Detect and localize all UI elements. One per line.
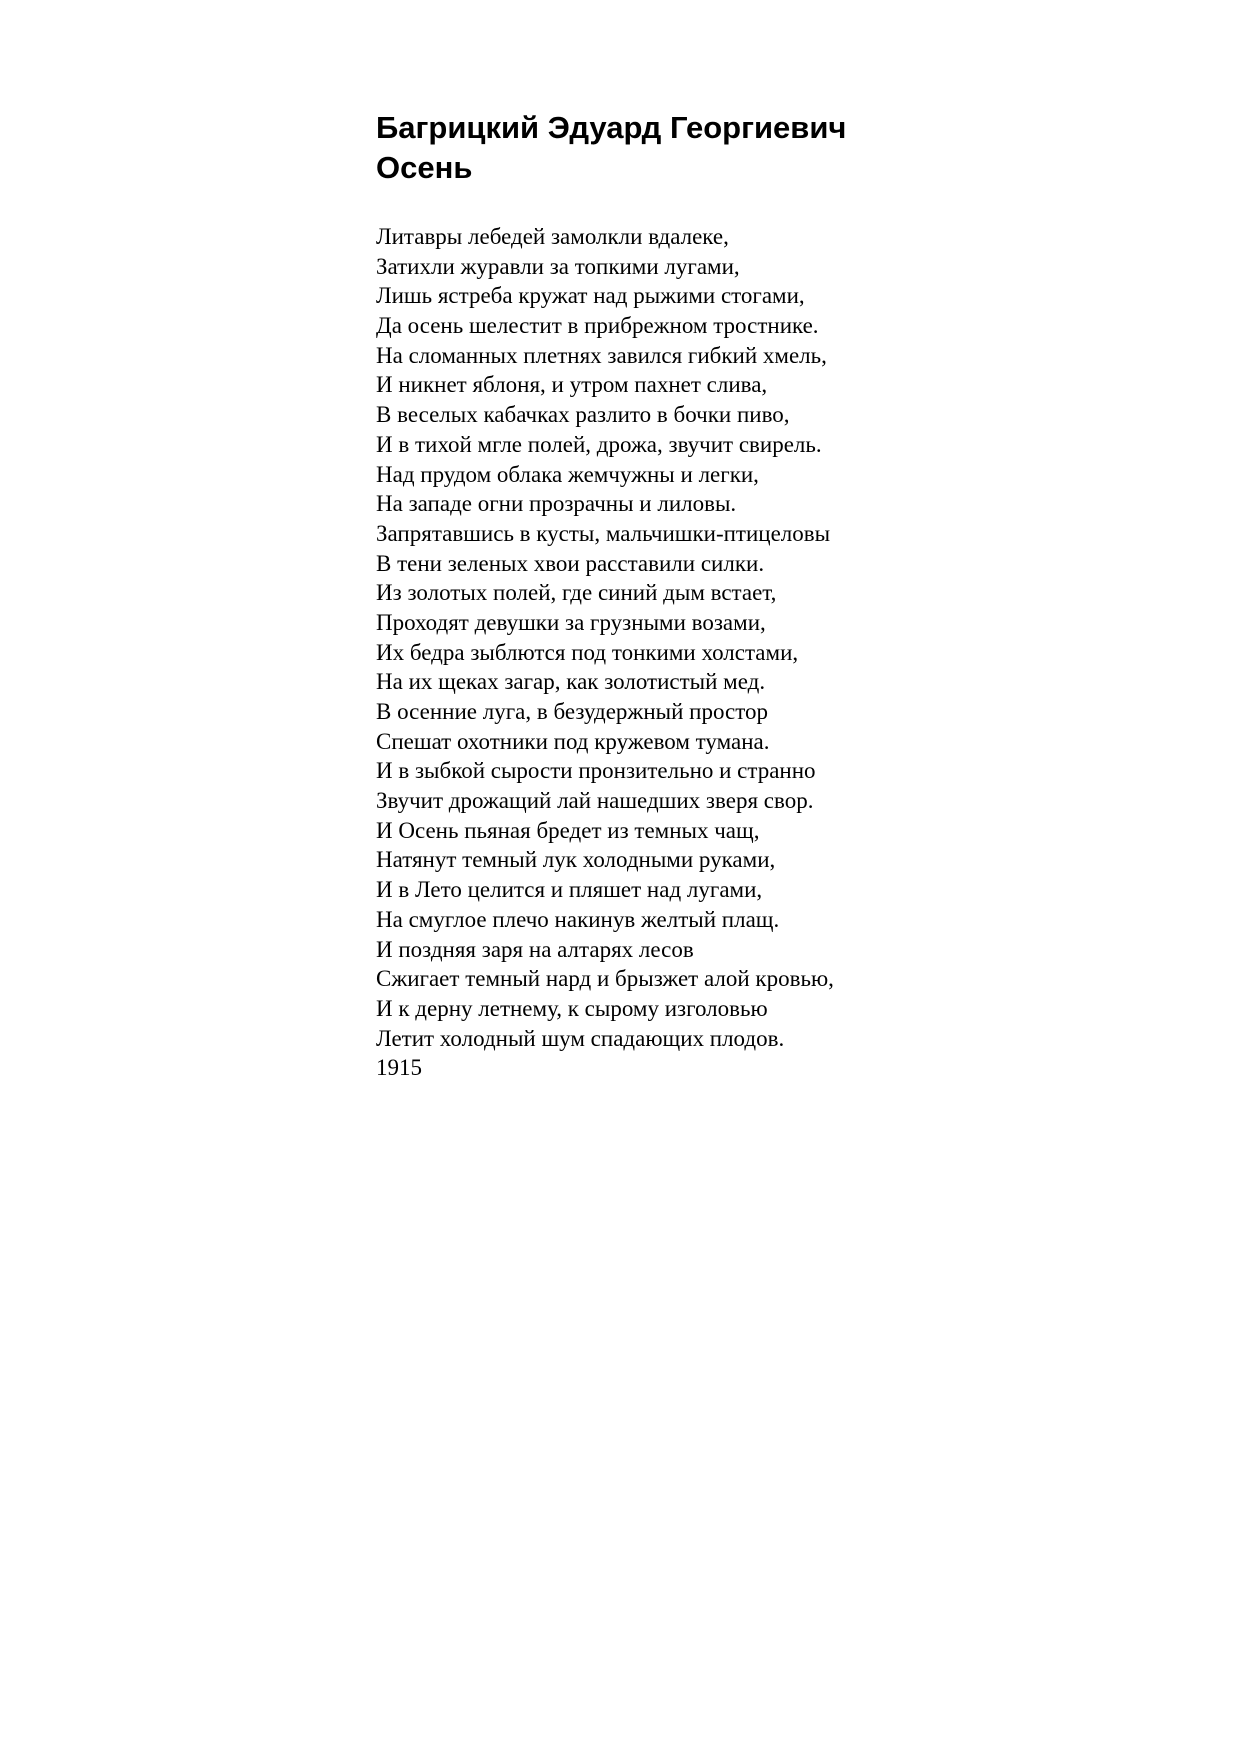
poem-line: В веселых кабачках разлито в бочки пиво, (376, 402, 790, 428)
poem-body (376, 222, 1196, 1083)
poem-line: Над прудом облака жемчужны и легки, (376, 461, 759, 487)
poem-line: На смуглое плечо накинув желтый плащ. (376, 906, 780, 932)
poem-line: Звучит дрожащий лай нашедших зверя свор. (376, 788, 814, 814)
poem-line: И в зыбкой сырости пронзительно и странно (376, 758, 816, 784)
poem-line: И к дерну летнему, к сырому изголовью (376, 995, 768, 1021)
poem-line: Литавры лебедей замолкли вдалеке, (376, 224, 729, 249)
poem-line: И в Лето целится и пляшет над лугами, (376, 877, 763, 903)
document-heading (376, 108, 1196, 188)
poem-line: В тени зеленых хвои расставили силки. (376, 550, 765, 576)
poem-line: На их щеках загар, как золотистый мед. (376, 669, 766, 695)
poem-year: 1915 (376, 1055, 422, 1081)
poem-line: Сжигает темный нард и брызжет алой кровью, (376, 966, 834, 992)
poem-line: И в тихой мгле полей, дрожа, звучит свирель. (376, 431, 822, 457)
poem-line: И Осень пьяная бредет из темных чащ, (376, 817, 760, 843)
poem-line: Затихли журавли за топкими лугами, (376, 253, 740, 279)
poem-line: На западе огни прозрачны и лиловы. (376, 491, 737, 517)
poem-line: Спешат охотники под кружевом тумана. (376, 728, 770, 754)
poem-line: И никнет яблоня, и утром пахнет слива, (376, 372, 768, 398)
poem-title: Осень (376, 150, 473, 185)
poem-line: Да осень шелестит в прибрежном тростнике. (376, 313, 819, 339)
poem-line: В осенние луга, в безудержный простор (376, 699, 768, 724)
author-name: Багрицкий Эдуард Георгиевич (376, 110, 847, 145)
poem-line: Проходят девушки за грузными возами, (376, 609, 766, 635)
poem-line: Из золотых полей, где синий дым встает, (376, 580, 777, 606)
poem-line: Летит холодный шум спадающих плодов. (376, 1025, 785, 1051)
poem-line: И поздняя заря на алтарях лесов (376, 936, 694, 962)
poem-line: На сломанных плетнях завился гибкий хмель, (376, 342, 827, 368)
poem-line: Натянут темный лук холодными руками, (376, 847, 776, 873)
poem-line: Лишь ястреба кружат над рыжими стогами, (376, 283, 805, 309)
poem-line: Запрятавшись в кусты, мальчишки-птицеловы (376, 520, 831, 546)
poem-line: Их бедра зыблются под тонкими холстами, (376, 639, 799, 665)
